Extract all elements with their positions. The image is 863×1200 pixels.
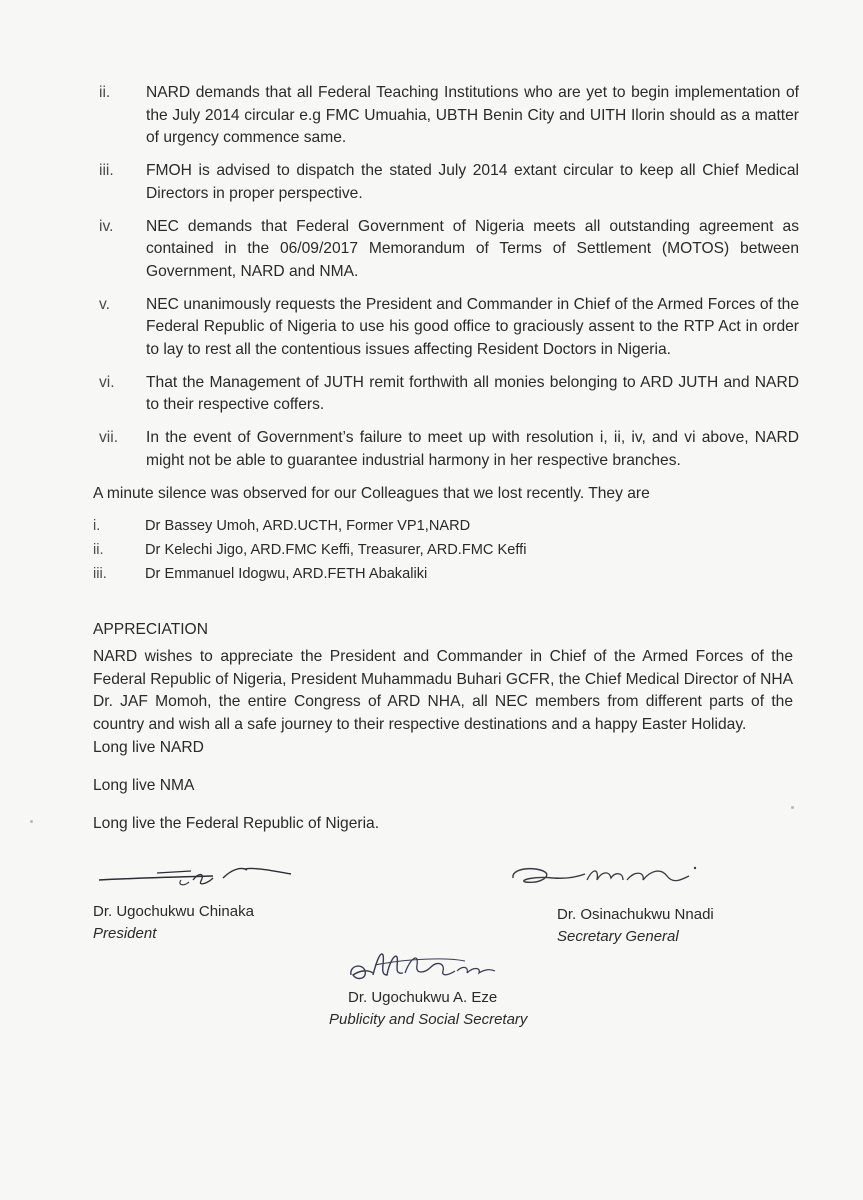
list-item [93,562,593,586]
list-item [99,294,799,362]
signatory-title: Publicity and Social Secretary [329,1011,528,1028]
list-number: v. [99,295,110,313]
list-number: iii. [93,566,107,582]
signatory-name: Dr. Ugochukwu A. Eze [348,989,498,1006]
signatory-name: Dr. Osinachukwu Nnadi [557,906,714,923]
list-text: NEC demands that Federal Government of Nigeria meets all outstanding agreement as contained in the 06/09/2017 Memorandum of Terms of Settlement (MOTOS) between Government, NARD and NMA. [146,217,799,280]
list-item [99,372,799,417]
signatory-title: Secretary General [557,928,679,945]
signatory-name: Dr. Ugochukwu Chinaka [93,903,254,920]
list-text: In the event of Government’s failure to meet up with resolution i, ii, iv, and vi above, NARD might not be able to guarantee industrial harmony in her respective branches. [146,429,799,469]
list-item [93,538,593,562]
list-text: Dr Bassey Umoh, ARD.UCTH, Former VP1,NARD [145,518,471,534]
list-item [99,216,799,284]
silence-intro: A minute silence was observed for our Colleagues that we lost recently. They are [93,485,650,502]
signatory-secretary-general [557,904,714,948]
list-text: NARD demands that all Federal Teaching Institutions who are yet to begin implementation of the July 2014 circular e.g FMC Umuahia, UBTH Benin City and UITH Ilorin should as a matter of urgency commence same. [146,84,799,146]
publicity-secretary-signature [345,945,505,989]
silence-list [93,514,593,586]
list-item [93,514,593,538]
list-text: Dr Emmanuel Idogwu, ARD.FETH Abakaliki [145,566,428,582]
appreciation-heading: APPRECIATION [93,621,208,638]
long-live-line: Long live NMA [93,777,195,794]
secretary-general-signature [505,858,705,894]
list-number: iv. [99,217,114,235]
signatory-publicity [348,987,497,1009]
list-number: ii. [99,84,111,101]
list-number: vi. [99,373,115,391]
list-number: ii. [93,542,104,558]
long-live-line: Long live the Federal Republic of Nigeria. [93,815,380,832]
list-item [99,82,799,150]
signatory-title: President [93,925,157,942]
list-number: vii. [99,429,119,446]
list-item [99,427,799,472]
list-text: Dr Kelechi Jigo, ARD.FMC Keffi, Treasurer, ARD.FMC Keffi [145,542,527,558]
president-signature [95,856,295,896]
list-text: NEC unanimously requests the President and Commander in Chief of the Armed Forces of the Federal Republic of Nigeria to use his good office to graciously assent to the RTP Act in order to lay to rest all the contentious issues affecting Resident Doctors in Nigeria. [146,295,799,358]
resolutions-list [99,82,799,483]
list-number: i. [93,518,101,534]
list-text: FMOH is advised to dispatch the stated July 2014 extant circular to keep all Chief Medical Directors in proper perspective. [146,162,799,202]
list-number: iii. [99,162,114,179]
signatory-president [93,901,254,945]
paper-speck [791,806,794,809]
appreciation-body: NARD wishes to appreciate the President and Commander in Chief of the Armed Forces of the Federal Republic of Nigeria, President Muhammadu Buhari GCFR, the Chief Medical Director of NHA Dr. JAF Momoh, the entire Congress of ARD NHA, all NEC members from different parts of the country and wish all a safe journey to their respective destinations and a happy Easter Holiday. [93,648,793,733]
list-text: That the Management of JUTH remit forthwith all monies belonging to ARD JUTH and NARD to their respective coffers. [146,373,799,413]
long-live-line: Long live NARD [93,739,204,756]
signatory-publicity-title-block [329,1009,527,1031]
list-item [99,160,799,205]
paper-speck [30,820,33,823]
